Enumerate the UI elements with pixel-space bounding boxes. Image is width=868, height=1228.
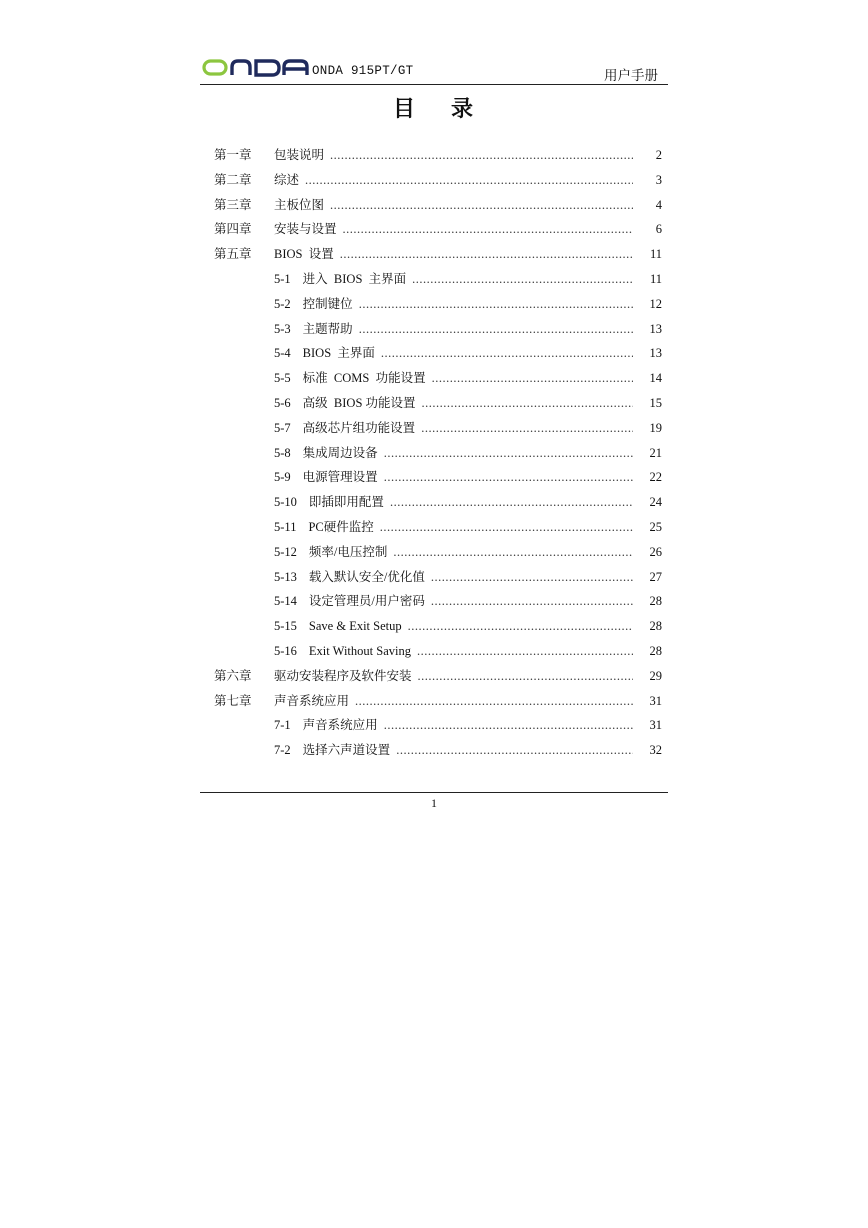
toc-entry[interactable]: [214, 317, 668, 342]
toc-label: BIOS 主界面: [302, 346, 375, 361]
toc-label: 主题帮助: [302, 321, 353, 336]
toc-section-number: 5-15: [274, 619, 297, 634]
toc-entry-text: [274, 143, 633, 168]
toc-dot-leader: [412, 267, 633, 292]
toc-entry[interactable]: [214, 490, 668, 515]
toc-entry[interactable]: [214, 565, 668, 590]
toc-label: 驱动安装程序及软件安装: [274, 668, 412, 683]
toc-page-number: 25: [649, 519, 662, 534]
toc-entry-text: [274, 317, 633, 342]
toc-dot-leader: [422, 391, 633, 416]
toc-dot-leader: [330, 193, 633, 218]
toc-chapter: 第四章: [214, 222, 252, 237]
toc-page-number: 19: [649, 420, 662, 435]
toc-page-number: 28: [649, 643, 662, 658]
toc-page-number: 31: [649, 718, 662, 733]
toc-chapter: 第六章: [214, 668, 252, 683]
table-of-contents: [214, 143, 668, 763]
toc-dot-leader: [408, 614, 633, 639]
toc-page-number: 24: [649, 495, 662, 510]
toc-label: 控制键位: [302, 296, 353, 311]
toc-dot-leader: [343, 217, 633, 242]
toc-entry[interactable]: [214, 465, 668, 490]
toc-chapter: 第一章: [214, 148, 252, 162]
toc-entry-text: [274, 391, 633, 416]
model-name: ONDA 915PT/GT: [312, 64, 414, 78]
toc-entry[interactable]: [214, 168, 668, 193]
toc-label: BIOS 设置: [274, 247, 334, 262]
toc-page-number: 4: [655, 197, 662, 212]
toc-dot-leader: [417, 639, 633, 664]
toc-entry[interactable]: [214, 441, 668, 466]
toc-label: 设定管理员/用户密码: [308, 594, 425, 609]
toc-label: PC硬件监控: [308, 519, 374, 534]
toc-dot-leader: [393, 540, 633, 565]
toc-entry[interactable]: [214, 193, 668, 218]
toc-page-number: 12: [649, 296, 662, 311]
toc-label: 声音系统应用: [274, 693, 350, 708]
toc-section-number: 5-13: [274, 569, 297, 584]
toc-page-number: 21: [649, 445, 662, 460]
toc-label: 高级芯片组功能设置: [302, 420, 416, 435]
toc-dot-leader: [359, 317, 633, 342]
toc-entry-text: [274, 168, 633, 193]
toc-dot-leader: [431, 565, 633, 590]
toc-dot-leader: [384, 713, 633, 738]
toc-label: 电源管理设置: [302, 470, 378, 485]
toc-dot-leader: [340, 242, 633, 267]
toc-entry[interactable]: [214, 689, 668, 714]
toc-dot-leader: [384, 441, 633, 466]
page-title: 目录: [392, 97, 509, 122]
toc-dot-leader: [381, 341, 633, 366]
toc-dot-leader: [305, 168, 633, 193]
toc-entry-text: [274, 217, 633, 242]
toc-section-number: 5-5: [274, 371, 291, 386]
toc-entry-text: [274, 490, 633, 515]
toc-label: 即插即用配置: [308, 495, 384, 510]
toc-chapter: 第三章: [214, 197, 252, 212]
toc-section-number: 5-3: [274, 321, 291, 336]
toc-label: 主板位图: [274, 197, 325, 212]
toc-entry-text: [274, 366, 633, 391]
toc-entry[interactable]: [214, 614, 668, 639]
toc-entry[interactable]: [214, 589, 668, 614]
toc-label: 进入 BIOS 主界面: [302, 271, 407, 286]
toc-page-number: 22: [649, 470, 662, 485]
toc-entry[interactable]: [214, 366, 668, 391]
toc-page-number: 11: [649, 271, 662, 286]
toc-entry[interactable]: [214, 292, 668, 317]
toc-entry[interactable]: [214, 391, 668, 416]
toc-section-number: 5-2: [274, 296, 291, 311]
toc-section-number: 5-4: [274, 346, 291, 361]
toc-section-number: 5-6: [274, 395, 291, 410]
toc-section-number: 5-7: [274, 420, 291, 435]
toc-label: 载入默认安全/优化值: [308, 569, 425, 584]
toc-entry-text: [274, 639, 633, 664]
toc-chapter: 第二章: [214, 172, 252, 187]
toc-entry-text: [274, 242, 633, 267]
toc-entry[interactable]: [214, 540, 668, 565]
toc-entry-text: [274, 689, 633, 714]
toc-dot-leader: [390, 490, 633, 515]
toc-page-number: 14: [649, 371, 662, 386]
toc-label: 安装与设置: [274, 222, 337, 237]
toc-label: Exit Without Saving: [308, 643, 411, 658]
toc-label: 高级 BIOS 功能设置: [302, 395, 416, 410]
toc-label: 选择六声道设置: [302, 743, 391, 758]
toc-dot-leader: [432, 366, 633, 391]
toc-entry-text: [274, 292, 633, 317]
toc-chapter: 第五章: [214, 247, 252, 262]
toc-page-number: 13: [649, 321, 662, 336]
toc-dot-leader: [380, 515, 633, 540]
toc-page-number: 6: [655, 222, 662, 237]
toc-entry[interactable]: [214, 217, 668, 242]
toc-entry-text: [274, 664, 633, 689]
toc-label: 集成周边设备: [302, 445, 378, 460]
toc-entry-text: [274, 589, 633, 614]
toc-entry[interactable]: [214, 267, 668, 292]
toc-label: 标准 COMS 功能设置: [302, 371, 426, 386]
toc-entry-text: [274, 738, 633, 763]
toc-label: Save & Exit Setup: [308, 619, 402, 634]
toc-entry-text: [274, 540, 633, 565]
toc-label: 频率/电压控制: [308, 544, 388, 559]
toc-entry-text: [274, 193, 633, 218]
toc-page-number: 27: [649, 569, 662, 584]
toc-dot-leader: [359, 292, 633, 317]
toc-section-number: 5-8: [274, 445, 291, 460]
toc-entry[interactable]: [214, 416, 668, 441]
toc-section-number: 5-16: [274, 643, 297, 658]
toc-entry-text: [274, 267, 633, 292]
toc-entry-text: [274, 441, 633, 466]
toc-page-number: 26: [649, 544, 662, 559]
toc-section-number: 5-9: [274, 470, 291, 485]
toc-page-number: 31: [649, 693, 662, 708]
toc-page-number: 28: [649, 619, 662, 634]
manual-label: 用户手册: [604, 68, 658, 83]
toc-entry[interactable]: [214, 738, 668, 763]
toc-section-number: 7-2: [274, 743, 291, 758]
toc-entry-text: [274, 515, 633, 540]
onda-logo: [202, 58, 310, 78]
footer-divider: [200, 792, 668, 793]
toc-entry-text: [274, 614, 633, 639]
toc-page-number: 13: [649, 346, 662, 361]
toc-section-number: 5-14: [274, 594, 297, 609]
toc-entry-text: [274, 416, 633, 441]
toc-page-number: 2: [655, 148, 662, 162]
toc-entry[interactable]: [214, 143, 668, 168]
toc-entry[interactable]: [214, 639, 668, 664]
toc-dot-leader: [330, 143, 633, 168]
toc-dot-leader: [384, 465, 633, 490]
toc-page-number: 11: [649, 247, 662, 262]
toc-entry[interactable]: [214, 242, 668, 267]
toc-entry-text: [274, 341, 633, 366]
toc-entry[interactable]: [214, 341, 668, 366]
toc-label: 综述: [274, 172, 300, 187]
toc-dot-leader: [355, 689, 633, 714]
toc-dot-leader: [421, 416, 633, 441]
toc-page-number: 32: [649, 743, 662, 758]
toc-page-number: 29: [649, 668, 662, 683]
toc-section-number: 7-1: [274, 718, 291, 733]
toc-section-number: 5-11: [274, 519, 297, 534]
toc-page-number: 28: [649, 594, 662, 609]
toc-dot-leader: [418, 664, 633, 689]
toc-dot-leader: [396, 738, 633, 763]
toc-entry[interactable]: [214, 515, 668, 540]
toc-entry-text: [274, 565, 633, 590]
toc-section-number: 5-1: [274, 271, 291, 286]
toc-entry[interactable]: [214, 713, 668, 738]
toc-dot-leader: [431, 589, 633, 614]
toc-entry-text: [274, 465, 633, 490]
toc-entry[interactable]: [214, 664, 668, 689]
page-header: [200, 56, 668, 85]
toc-section-number: 5-10: [274, 495, 297, 510]
page-number: 1: [431, 796, 437, 810]
toc-chapter: 第七章: [214, 693, 252, 708]
toc-label: 声音系统应用: [302, 718, 378, 733]
toc-entry-text: [274, 713, 633, 738]
toc-page-number: 15: [649, 395, 662, 410]
toc-label: 包装说明: [274, 148, 325, 162]
toc-section-number: 5-12: [274, 544, 297, 559]
toc-page-number: 3: [655, 172, 662, 187]
